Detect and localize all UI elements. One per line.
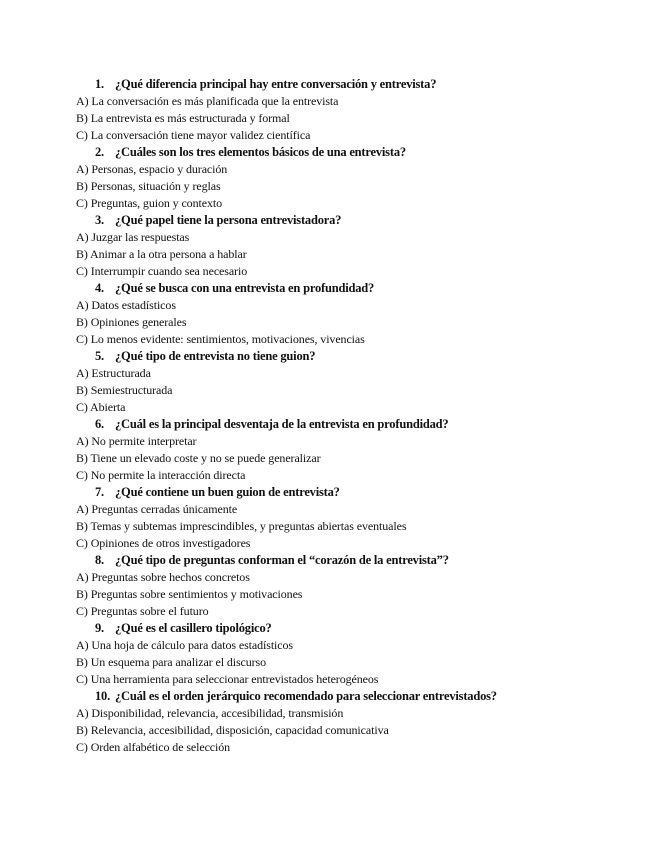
question-text: ¿Cuál es el orden jerárquico recomendado para seleccionar entrevistados?	[115, 689, 497, 703]
question-2	[76, 144, 636, 212]
question-text: ¿Qué contiene un buen guion de entrevista?	[115, 485, 340, 499]
question-text: ¿Qué papel tiene la persona entrevistadora?	[115, 213, 342, 227]
question-title	[76, 280, 636, 297]
quiz-list	[76, 76, 636, 756]
option-c: C) La conversación tiene mayor validez científica	[76, 128, 311, 142]
question-number: 6.	[95, 417, 104, 431]
option-a: A) Juzgar las respuestas	[76, 230, 190, 244]
option-b: B) Relevancia, accesibilidad, disposición, capacidad comunicativa	[76, 723, 389, 737]
question-7	[76, 484, 636, 552]
question-title	[76, 144, 636, 161]
question-number: 10.	[95, 689, 111, 703]
option-a: A) La conversación es más planificada que la entrevista	[76, 94, 339, 108]
question-4	[76, 280, 636, 348]
option-a: A) Disponibilidad, relevancia, accesibilidad, transmisión	[76, 706, 344, 720]
question-number: 1.	[95, 77, 104, 91]
question-10	[76, 688, 636, 756]
question-text: ¿Qué diferencia principal hay entre conversación y entrevista?	[115, 77, 437, 91]
option-b: B) Un esquema para analizar el discurso	[76, 655, 267, 669]
option-b: B) Preguntas sobre sentimientos y motivaciones	[76, 587, 303, 601]
question-text: ¿Qué tipo de preguntas conforman el “corazón de la entrevista”?	[115, 553, 449, 567]
option-c: C) Preguntas, guion y contexto	[76, 196, 222, 210]
question-number: 7.	[95, 485, 104, 499]
question-title	[76, 688, 636, 705]
question-title	[76, 484, 636, 501]
option-c: C) No permite la interacción directa	[76, 468, 246, 482]
option-a: A) No permite interpretar	[76, 434, 197, 448]
option-a: A) Personas, espacio y duración	[76, 162, 228, 176]
option-a: A) Datos estadísticos	[76, 298, 176, 312]
question-6	[76, 416, 636, 484]
option-b: B) Tiene un elevado coste y no se puede generalizar	[76, 451, 321, 465]
question-number: 4.	[95, 281, 104, 295]
question-number: 9.	[95, 621, 104, 635]
option-c: C) Preguntas sobre el futuro	[76, 604, 209, 618]
question-text: ¿Qué se busca con una entrevista en profundidad?	[115, 281, 375, 295]
question-title	[76, 212, 636, 229]
question-8	[76, 552, 636, 620]
question-text: ¿Qué tipo de entrevista no tiene guion?	[115, 349, 316, 363]
question-number: 8.	[95, 553, 104, 567]
question-title	[76, 620, 636, 637]
question-title	[76, 552, 636, 569]
question-title	[76, 348, 636, 365]
option-c: C) Opiniones de otros investigadores	[76, 536, 251, 550]
option-c: C) Interrumpir cuando sea necesario	[76, 264, 248, 278]
option-b: B) Personas, situación y reglas	[76, 179, 221, 193]
question-number: 2.	[95, 145, 104, 159]
question-text: ¿Cuál es la principal desventaja de la entrevista en profundidad?	[115, 417, 449, 431]
option-b: B) Temas y subtemas imprescindibles, y preguntas abiertas eventuales	[76, 519, 407, 533]
question-text: ¿Cuáles son los tres elementos básicos de una entrevista?	[115, 145, 406, 159]
question-1	[76, 76, 636, 144]
option-a: A) Estructurada	[76, 366, 151, 380]
option-b: B) Semiestructurada	[76, 383, 173, 397]
option-a: A) Preguntas sobre hechos concretos	[76, 570, 250, 584]
option-a: A) Preguntas cerradas únicamente	[76, 502, 238, 516]
option-a: A) Una hoja de cálculo para datos estadísticos	[76, 638, 293, 652]
option-c: C) Abierta	[76, 400, 126, 414]
question-title	[76, 76, 636, 93]
option-c: C) Orden alfabético de selección	[76, 740, 231, 754]
option-c: C) Lo menos evidente: sentimientos, motivaciones, vivencias	[76, 332, 365, 346]
question-5	[76, 348, 636, 416]
question-text: ¿Qué es el casillero tipológico?	[115, 621, 272, 635]
question-title	[76, 416, 636, 433]
option-b: B) La entrevista es más estructurada y formal	[76, 111, 290, 125]
question-9	[76, 620, 636, 688]
question-number: 5.	[95, 349, 104, 363]
question-number: 3.	[95, 213, 104, 227]
option-b: B) Opiniones generales	[76, 315, 187, 329]
question-3	[76, 212, 636, 280]
option-b: B) Animar a la otra persona a hablar	[76, 247, 247, 261]
option-c: C) Una herramienta para seleccionar entrevistados heterogéneos	[76, 672, 379, 686]
